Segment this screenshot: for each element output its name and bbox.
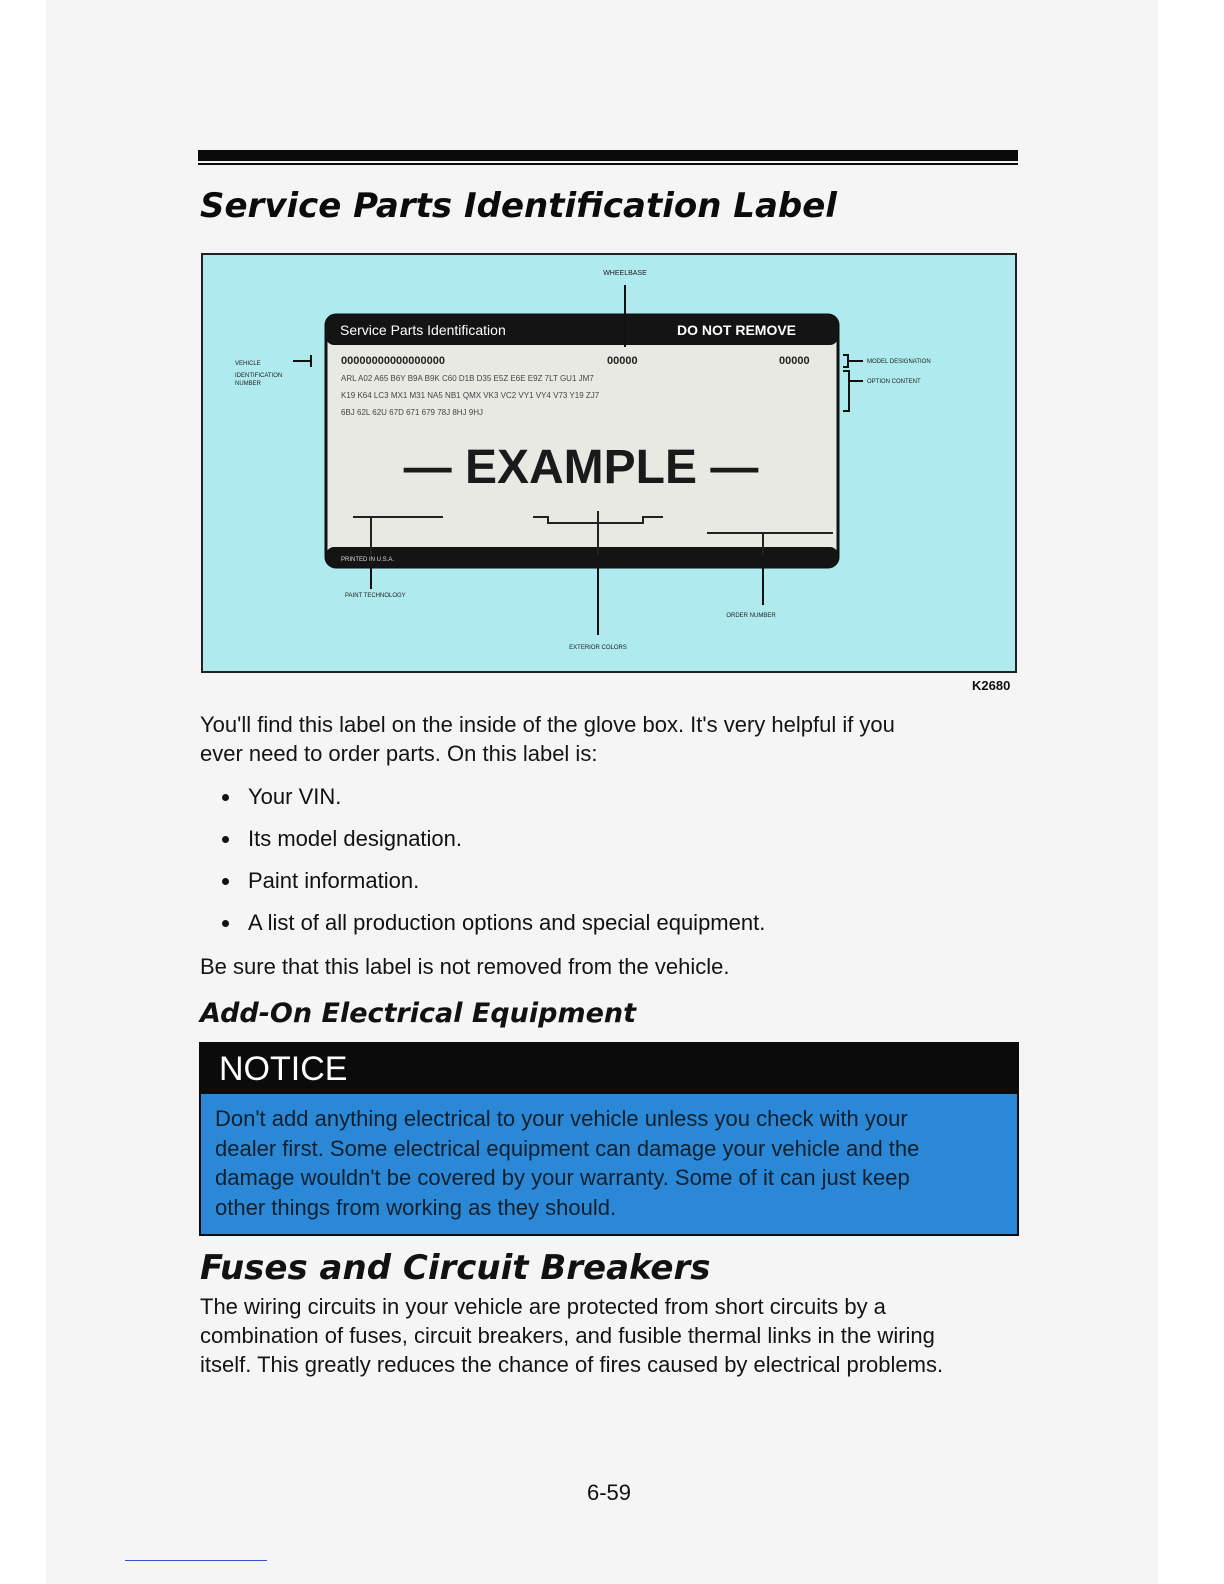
top-rule [198, 150, 1018, 161]
section-heading: Service Parts Identification Label [200, 186, 837, 226]
notice-line: Don't add anything electrical to your vehicle unless you check with your [215, 1106, 908, 1131]
callout-order-number: ORDER NUMBER [726, 613, 776, 619]
feature-list [200, 782, 765, 950]
callout-wheelbase: WHEELBASE [603, 270, 647, 277]
option-row-1: ARL A02 A65 B6Y B9A B9K C60 D1B D35 E5Z E6E E9Z 7LT GU1 JM7 [341, 374, 594, 383]
notice-line: dealer first. Some electrical equipment can damage your vehicle and the [215, 1135, 920, 1161]
bullet-icon [222, 794, 229, 801]
list-item: Your VIN. [200, 782, 765, 824]
example-text: — EXAMPLE — [403, 441, 759, 494]
intro-line-1: You'll find this label on the inside of the glove box. It's very helpful if you [200, 712, 895, 737]
callout-number: NUMBER [235, 381, 262, 387]
bullet-icon [222, 920, 229, 927]
subheading-fuses: Fuses and Circuit Breakers [200, 1248, 711, 1288]
wheelbase-digits: 00000 [607, 355, 638, 367]
callout-identification: IDENTIFICATION [235, 373, 283, 379]
model-digits: 00000 [779, 355, 810, 367]
bullet-icon [222, 878, 229, 885]
callout-option-content: OPTION CONTENT [867, 379, 921, 385]
option-row-2: K19 K64 LC3 MX1 M31 NA5 NB1 QMX VK3 VC2 VY1 VY4 V73 Y19 ZJ7 [341, 391, 600, 400]
printed-text: PRINTED IN U.S.A. [341, 557, 395, 563]
callout-vehicle: VEHICLE [235, 361, 261, 367]
subheading-add-on: Add-On Electrical Equipment [200, 998, 637, 1029]
label-footer-bar [326, 547, 838, 567]
list-item: Its model designation. [200, 824, 765, 866]
footer-divider [125, 1560, 267, 1561]
notice-line: damage wouldn't be covered by your warranty. Some of it can just keep [215, 1165, 910, 1190]
notice-body [201, 1094, 1017, 1222]
label-notice: DO NOT REMOVE [677, 322, 797, 338]
closing-text: Be sure that this label is not removed from the vehicle. [200, 954, 730, 979]
fuses-line-3: itself. This greatly reduces the chance of fires caused by electrical problems. [200, 1352, 944, 1377]
notice-title: NOTICE [201, 1044, 1017, 1094]
callout-model-designation: MODEL DESIGNATION [867, 359, 931, 365]
label-title: Service Parts Identification [340, 322, 506, 338]
list-item: Paint information. [200, 866, 765, 908]
bullet-icon [222, 836, 229, 843]
option-row-3: 6BJ 62L 62U 67D 671 679 78J 8HJ 9HJ [341, 408, 484, 417]
vin-digits: 00000000000000000 [341, 355, 446, 367]
intro-line-2: ever need to order parts. On this label is: [200, 741, 598, 766]
callout-paint-technology: PAINT TECHNOLOGY [345, 593, 406, 599]
page-number: 6-59 [586, 1480, 632, 1505]
figure-code: K2680 [972, 678, 1011, 693]
fuses-line-2: combination of fuses, circuit breakers, and fusible thermal links in the wiring [200, 1323, 935, 1348]
callout-exterior-colors: EXTERIOR COLORS [569, 645, 627, 651]
label-figure [201, 253, 1017, 673]
notice-box [199, 1042, 1019, 1236]
list-item: A list of all production options and special equipment. [200, 908, 765, 950]
label-diagram [203, 255, 1015, 671]
notice-line: other things from working as they should. [215, 1194, 617, 1220]
fuses-line-1: The wiring circuits in your vehicle are protected from short circuits by a [200, 1294, 886, 1319]
